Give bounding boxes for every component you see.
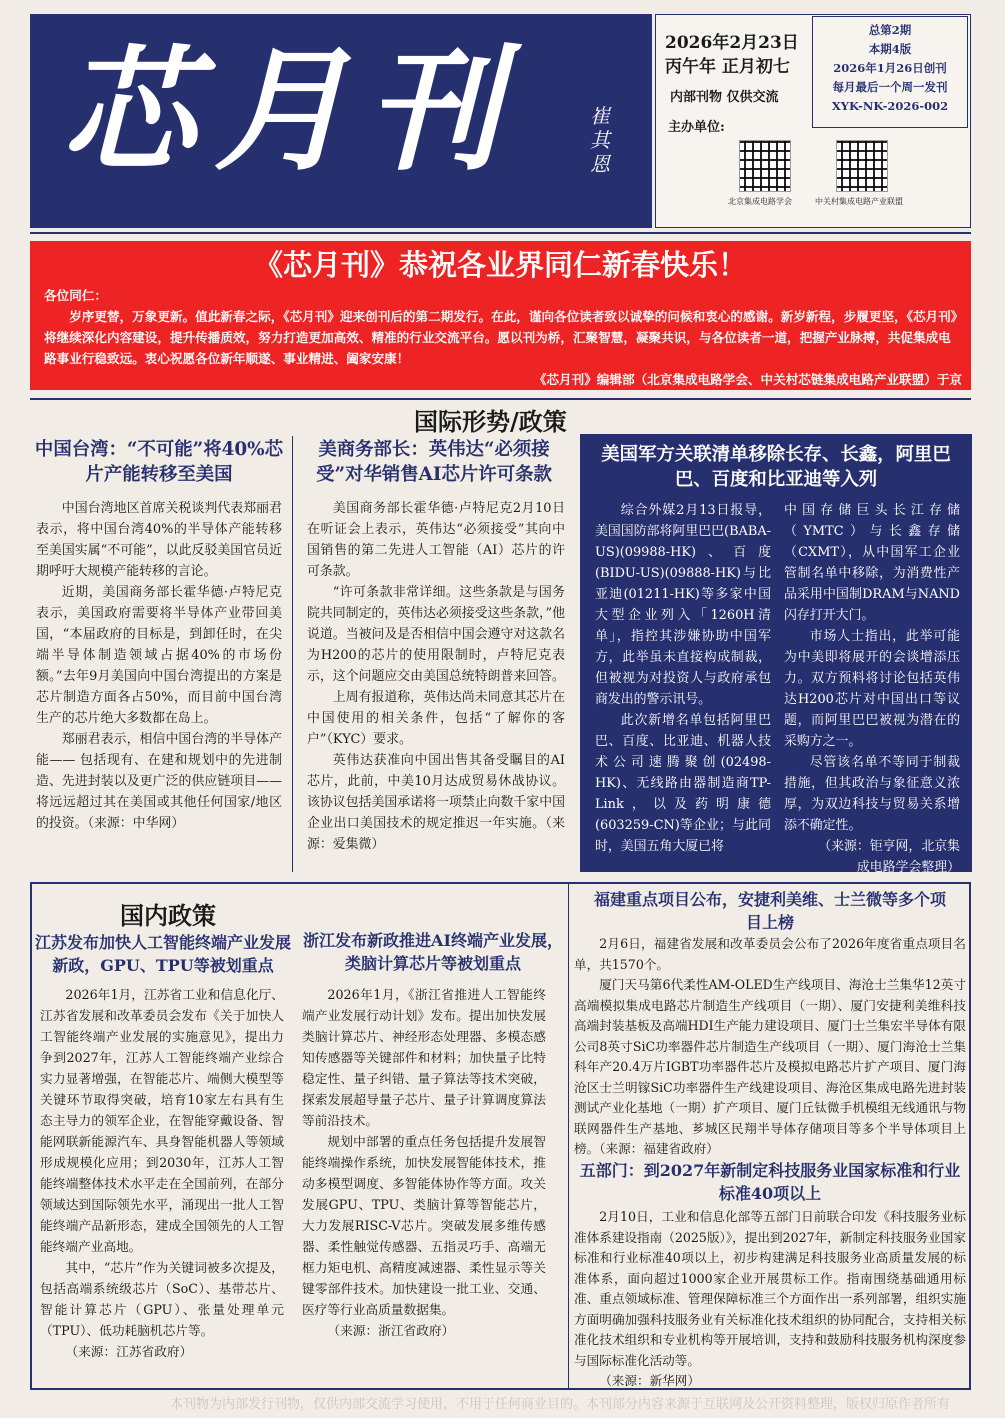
- article-body: [307, 498, 565, 855]
- paragraph: 2026年1月，《浙江省推进人工智能终端产业发展行动计划》发布。提出加快发展类脑计算芯片、神经形态处理器、多模态感知传感器等关键部件和材料；加快量子比特稳定性、量子纠错、量子算法等技术突破，探索发展超导量子芯片、量子计算调度算法等前沿技术。: [302, 987, 546, 1128]
- section-title-international: 国际形势/政策: [414, 407, 567, 436]
- banner-greeting: 各位同仁：: [44, 288, 107, 303]
- lunar-date: 丙午年 正月初七: [665, 57, 790, 77]
- paragraph: 英伟达获准向中国出售其备受瞩目的AI芯片，此前，中美10月达成贸易休战协议。该协议包括美国承诺将一项禁止向数千家中国企业出口美国技术的规定推迟一年实施。（来源：爱集微）: [307, 753, 565, 852]
- article-title: 浙江发布新政推进AI终端产业发展，类脑计算芯片等被划重点: [303, 931, 563, 973]
- new-year-banner: [30, 241, 971, 390]
- issue-schedule: 每月最后一个周一发刊: [832, 80, 948, 94]
- banner-message: 岁序更替，万象更新。值此新春之际，《芯月刊》迎来创刊后的第二期发行。在此，谨向各位读者致以诚挚的问候和衷心的感谢。新岁新程，步履更坚，《芯月刊》将继续深化内容建设，提升传播质效，努力打造更加高效、精准的行业交流平台。愿以刊为桥，汇聚智慧，凝聚共识，与各位读者一道，把握产业脉搏，共促集成电路事业行稳致远。衷心祝愿各位新年顺遂、事业精进、阖家安康！: [44, 309, 958, 366]
- source: （来源：浙江省政府）: [327, 1323, 455, 1338]
- article-title: 江苏发布加快人工智能终端产业发展新政，GPU、TPU等被划重点: [34, 933, 291, 975]
- paragraph: 市场人士指出，此举可能为中美即将展开的会谈增添压力。双方预料将讨论包括英伟达H200芯片对中国出口等议题，而阿里巴巴被视为潜在的采购方之一。: [784, 629, 960, 749]
- paragraph: “许可条款非常详细。这些条款是与国务院共同制定的，英伟达必须接受这些条款，”他说道。当被问及是否相信中国会遵守对这款名为H200的芯片的使用限制时，卢特尼克表示，这个问题应交由美国总统特朗普来回答。: [307, 585, 565, 684]
- article-body: [574, 934, 966, 1160]
- source: （来源：新华网）: [599, 1373, 700, 1388]
- issue-founded: 2026年1月26日创刊: [833, 61, 947, 75]
- banner-title: 《芯月刊》恭祝各业界同仁新春快乐！: [253, 248, 747, 282]
- qr-code-icon: [836, 140, 888, 192]
- qr-code-icon: [739, 140, 791, 192]
- paragraph: 此次新增名单包括阿里巴巴、百度、比亚迪、机器人技术公司速腾聚创(02498-HK)、无线路由器制造商TP-Link，以及药明康德(603259-CN)等企业；与此同时，美国五角大厦已将: [595, 713, 771, 854]
- paragraph: 2月10日，工业和信息化部等五部门日前联合印发《科技服务业标准体系建设指南（2025版）》，提出到2027年，新制定科技服务业国家标准和行业标准40项以上，初步构建满足科技服务业高质量发展的标准体系，面向超过1000家企业开展贯标工作。指南围绕基础通用标准、重点领域标准、管理保障标准三个方面作出一系列部署，组织实施方面明确加强科技服务业有关标准化技术组织的协同配合，支持相关标准化技术组织和专业机构等开展培训，支持和鼓励科技服务机构深度参与国际标准化活动等。: [574, 1209, 966, 1368]
- article-title: 美国军方关联清单移除长存、长鑫，阿里巴巴、百度和比亚迪等入列: [601, 444, 951, 490]
- paragraph: 尽管该名单不等同于制裁措施，但其政治与象征意义浓厚，为双边科技与贸易关系增添不确定性。: [784, 755, 960, 833]
- org-label: 北京集成电路学会: [728, 197, 792, 206]
- sponsor-label: 主办单位:: [668, 120, 725, 135]
- divider: [30, 398, 971, 400]
- article-body: [40, 984, 284, 1362]
- paragraph: 其中，“芯片”作为关键词被多次提及，包括高端系统级芯片（SoC）、基带芯片、智能计算芯片（GPU）、张量处理单元（TPU）、低功耗脑机芯片等。: [40, 1260, 284, 1338]
- org-label: 中关村集成电路产业联盟: [815, 197, 903, 206]
- paragraph: 郑丽君表示，相信中国台湾的半导体产能—— 包括现有、在建和规划中的先进制造、先进封装以及更广泛的供应链项目—— 将远远超过其在美国或其他任何国家/地区的投资。（来源：中华网）: [36, 732, 282, 831]
- banner-body: [44, 285, 962, 390]
- source: （来源：钜亨网，北京集成电路学会整理）: [818, 839, 960, 875]
- article-title: 五部门：到2027年新制定科技服务业国家标准和行业标准40项以上: [579, 1161, 961, 1203]
- article-body-right: [784, 500, 960, 878]
- source: （来源：江苏省政府）: [65, 1344, 193, 1359]
- article-title: 美商务部长：英伟达“必须接受”对华销售AI芯片许可条款: [316, 439, 552, 485]
- paragraph: 厦门天马第6代柔性AM-OLED生产线项目、海沧士兰集华12英寸高端模拟集成电路芯片制造生产线项目（一期）、厦门安捷利美维科技高端封装基板及高端HDI生产能力建设项目、厦门士兰集宏半导体有限公司8英寸SiC功率器件芯片制造生产线项目（一期）、厦门海沧士兰集科年产20.4万片IGBT功率器件芯片及模拟电路芯片扩产项目、厦门海沧区士兰明镓SiC功率器件生产线建设项目、海沧区集成电路先进封装测试产业化基地（一期）扩产项目、厦门丘钛微手机模组无线通讯与物联网器件生产基地、芗城区民翔半导体存储项目等多个半导体项目上榜。（来源：福建省政府）: [574, 977, 966, 1156]
- paragraph: 综合外媒2月13日报导，美国国防部将阿里巴巴(BABA-US)(09988-HK)、百度(BIDU-US)(09888-HK)与比亚迪(01211-HK)等多家中国大型企业列入「1260H清单」，指控其涉嫌协助中国军方，此举虽未直接构成制裁，但被视为对投资人与政府承包商发出的警示讯号。: [595, 503, 771, 707]
- article-body: [302, 984, 546, 1341]
- column-divider: [568, 884, 569, 1388]
- banner-signature: 《芯月刊》编辑部（北京集成电路学会、中关村芯链集成电路产业联盟）于京: [533, 372, 962, 387]
- paragraph: 2月6日，福建省发展和改革委员会公布了2026年度省重点项目名单，共1570个。: [574, 936, 966, 972]
- issue-number-box: [812, 16, 968, 128]
- masthead-logo: 芯月刊: [62, 31, 519, 189]
- paragraph: 近期，美国商务部长霍华德·卢特尼克表示，美国政府需要将半导体产业带回美国，“本届政府的目标是，到卸任时，在尖端半导体制造领域占据40%的市场份额。”去年9月美国向中国台湾提出的方案是芯片制造方面各占50%，而目前中国台湾生产的芯片绝大多数都在岛上。: [36, 585, 282, 726]
- issue-code: XYK-NK-2026-002: [831, 99, 949, 113]
- issue-date: 2026年2月23日: [665, 33, 799, 53]
- article-title: 福建重点项目公布，安捷利美维、士兰微等多个项目上榜: [593, 890, 946, 932]
- paragraph: 上周有报道称，英伟达尚未同意其芯片在中国使用的相关条件，包括“了解你的客户”（KYC）要求。: [307, 690, 565, 747]
- article-body: [36, 498, 282, 834]
- article-body: [574, 1207, 966, 1392]
- paragraph: 中国台湾地区首席关税谈判代表郑丽君表示，将中国台湾40%的半导体产能转移至美国实属“不可能”，以此反驳美国官员近期呼吁大规模产能转移的言论。: [36, 501, 282, 579]
- article-title: 中国台湾：“不可能”将40%芯片产能转移至美国: [34, 439, 284, 485]
- issue-total: 总第2期: [868, 23, 912, 37]
- paragraph: 中国存储巨头长江存储（YMTC）与长鑫存储（CXMT），从中国军工企业管制名单中移除，为消费性产品采用中国制DRAM与NAND闪存打开大门。: [784, 503, 960, 623]
- featured-article-box: [580, 434, 972, 875]
- divider: [30, 232, 971, 234]
- paragraph: 规划中部署的重点任务包括提升发展智能终端操作系统，加快发展智能体技术，推动多模型调度、多智能体协作等方面。攻关发展GPU、TPU、类脑计算等智能芯片，大力发展RISC-V芯片。突破发展多维传感器、柔性触觉传感器、五指灵巧手、高端无框力矩电机、高精度减速器、柔性显示等关键零部件技术。加快建设一批工业、交通、医疗等行业高质量数据集。: [302, 1134, 546, 1317]
- article-body-left: [595, 500, 771, 857]
- paragraph: 2026年1月，江苏省工业和信息化厅、江苏省发展和改革委员会发布《关于加快人工智能终端产业发展的实施意见》，提出力争到2027年，江苏人工智能终端产业综合实力显著增强，在智能芯片、端侧大模型等关键环节取得突破，培育10家左右具有生态主导力的领军企业，在智能穿戴设备、智能网联新能源汽车、具身智能机器人等领域形成规模化应用；到2030年，江苏人工智能终端整体技术水平走在全国前列，在部分领域达到国际领先水平，涌现出一批人工智能终端产品新形态，建成全国领先的人工智能终端产业高地。: [40, 987, 284, 1254]
- section-title-domestic: 国内政策: [120, 901, 216, 930]
- footer-disclaimer: 本刊物为内部发行刊物，仅供内部交流学习使用，不用于任何商业目的。本刊部分内容来源于互联网及公开资料整理，版权归原作者所有: [170, 1397, 951, 1412]
- calligrapher-signature: 崔其恩: [590, 104, 610, 176]
- column-divider: [292, 436, 293, 872]
- issue-pages: 本期4版: [868, 42, 912, 56]
- paragraph: 美国商务部长霍华德·卢特尼克2月10日在听证会上表示，英伟达“必须接受”其向中国销售的第二先进人工智能（AI）芯片的许可条款。: [307, 501, 565, 579]
- internal-notice: 内部刊物 仅供交流: [670, 90, 779, 105]
